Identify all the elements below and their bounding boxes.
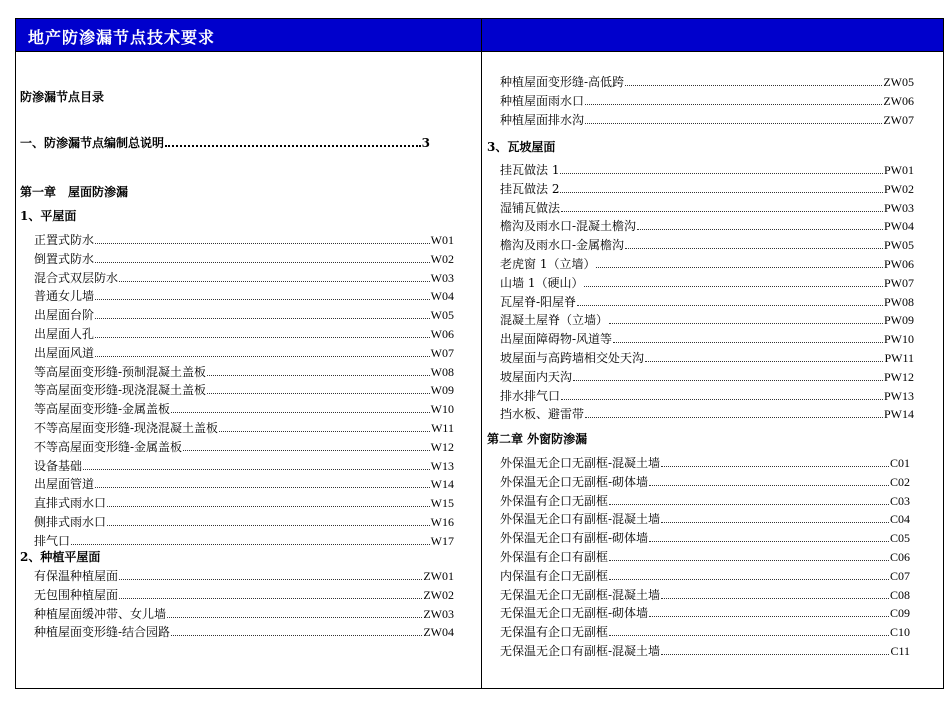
toc-entry-code: W15 bbox=[430, 496, 454, 511]
leader-dots bbox=[585, 113, 882, 124]
leader-dots bbox=[107, 515, 430, 526]
leader-dots bbox=[645, 351, 883, 362]
toc-entry-code: W03 bbox=[430, 270, 454, 285]
leader-dots bbox=[577, 295, 883, 306]
leader-dots bbox=[561, 201, 883, 212]
toc-intro-label: 一、防渗漏节点编制总说明 bbox=[20, 136, 165, 150]
leader-dots bbox=[119, 569, 422, 580]
toc-entry-code: ZW05 bbox=[883, 75, 914, 89]
toc-entry-label: 无保温无企口有副框-混凝土墙 bbox=[500, 644, 661, 658]
toc-entry-label: 等高屋面变形缝-预制混凝土盖板 bbox=[34, 364, 207, 379]
toc-entry-label: 内保温有企口无副框 bbox=[500, 568, 609, 583]
toc-entry[interactable] bbox=[34, 287, 454, 303]
leader-dots bbox=[560, 163, 883, 174]
toc-entry-code: ZW03 bbox=[423, 606, 454, 621]
toc-entry-code: W13 bbox=[430, 458, 454, 473]
leader-dots bbox=[171, 402, 430, 413]
leader-dots bbox=[95, 477, 430, 488]
leader-dots bbox=[585, 407, 883, 418]
toc-entry-label: 正置式防水 bbox=[34, 233, 95, 247]
leader-dots bbox=[637, 219, 883, 230]
toc-entry-label: 普通女儿墙 bbox=[34, 289, 95, 304]
leader-dots bbox=[596, 257, 883, 268]
leader-dots bbox=[71, 534, 430, 545]
toc-entry[interactable] bbox=[34, 457, 454, 473]
toc-entry-label: 山墙 1（硬山） bbox=[500, 275, 584, 290]
toc-entry[interactable] bbox=[500, 405, 914, 421]
toc-entry-code: PW05 bbox=[884, 238, 914, 253]
toc-entry[interactable] bbox=[500, 548, 910, 564]
leader-dots bbox=[661, 456, 889, 467]
leader-dots bbox=[95, 252, 430, 263]
toc-entry[interactable] bbox=[34, 513, 454, 529]
toc-entry-label: 种植屋面雨水口 bbox=[500, 93, 585, 108]
leader-dots bbox=[561, 389, 883, 400]
toc-entry-label: 外保温有企口有副框 bbox=[500, 550, 609, 564]
leader-dots bbox=[609, 550, 889, 561]
leader-dots bbox=[95, 233, 430, 244]
toc-entry-label: 挂瓦做法 1 bbox=[500, 163, 560, 177]
leader-dots bbox=[83, 459, 430, 470]
toc-entry-code: W12 bbox=[430, 439, 454, 454]
toc-entry-label: 檐沟及雨水口-金属檐沟 bbox=[500, 238, 625, 253]
toc-entry-label: 外保温无企口有副框-混凝土墙 bbox=[500, 512, 661, 527]
toc-entry[interactable] bbox=[34, 475, 454, 491]
toc-entry[interactable] bbox=[500, 330, 914, 346]
leader-dots bbox=[609, 313, 883, 324]
toc-entry-label: 排水排气口 bbox=[500, 388, 561, 403]
toc-entry[interactable] bbox=[500, 311, 914, 327]
leader-dots bbox=[649, 475, 889, 486]
toc-entry-code: C11 bbox=[890, 644, 910, 658]
toc-entry[interactable] bbox=[500, 255, 914, 271]
leader-dots bbox=[95, 289, 430, 300]
toc-entry[interactable] bbox=[34, 567, 454, 583]
toc-entry-code: W09 bbox=[430, 383, 454, 398]
chapter-2-heading: 第二章 外窗防渗漏 bbox=[487, 432, 588, 446]
toc-entry-label: 出屋面风道 bbox=[34, 345, 95, 360]
toc-entry[interactable] bbox=[34, 231, 454, 247]
toc-entry[interactable] bbox=[500, 529, 910, 545]
toc-intro-page: 3 bbox=[421, 136, 430, 150]
toc-entry-code: PW11 bbox=[884, 351, 914, 365]
toc-entry-code: PW12 bbox=[884, 369, 914, 384]
toc-entry-code: C07 bbox=[889, 568, 910, 583]
toc-entry-code: PW14 bbox=[884, 407, 914, 422]
toc-entry-code: PW10 bbox=[884, 332, 914, 347]
toc-entry-code: C02 bbox=[889, 474, 910, 489]
section-tile-roof: 3、瓦坡屋面 bbox=[487, 140, 556, 154]
toc-entry-label: 外保温无企口无副框-砌体墙 bbox=[500, 474, 649, 489]
leader-dots bbox=[649, 606, 889, 617]
toc-entry-code: C09 bbox=[889, 606, 910, 621]
leader-dots bbox=[661, 512, 889, 523]
leader-dots bbox=[613, 332, 883, 343]
toc-entry[interactable] bbox=[500, 567, 910, 583]
leader-dots bbox=[625, 238, 883, 249]
toc-entry-code: PW01 bbox=[884, 163, 914, 177]
toc-entry-label: 等高屋面变形缝-现浇混凝土盖板 bbox=[34, 383, 207, 398]
toc-entry-label: 排气口 bbox=[34, 533, 71, 548]
toc-entry[interactable] bbox=[34, 623, 454, 639]
toc-entry[interactable] bbox=[34, 344, 454, 360]
toc-entry-code: W01 bbox=[430, 233, 454, 247]
toc-entry-label: 设备基础 bbox=[34, 458, 83, 473]
toc-entry-code: PW06 bbox=[884, 257, 914, 271]
toc-entry-label: 种植屋面排水沟 bbox=[500, 112, 585, 127]
toc-entry-code: W07 bbox=[430, 345, 454, 360]
leader-dots bbox=[560, 182, 883, 193]
toc-entry-label: 不等高屋面变形缝-金属盖板 bbox=[34, 439, 183, 454]
section-planted-roof: 2、种植平屋面 bbox=[20, 550, 101, 564]
leader-dots bbox=[625, 75, 882, 86]
leader-dots bbox=[609, 569, 889, 580]
toc-entry[interactable] bbox=[500, 510, 910, 526]
toc-entry-label: 出屋面台阶 bbox=[34, 308, 95, 323]
toc-entry-label: 倒置式防水 bbox=[34, 251, 95, 266]
toc-entry-code: PW09 bbox=[884, 313, 914, 328]
toc-entry-label: 老虎窗 1（立墙） bbox=[500, 257, 596, 271]
toc-entry[interactable] bbox=[500, 492, 910, 508]
toc-intro-line[interactable] bbox=[20, 134, 430, 151]
toc-entry-code: W04 bbox=[430, 289, 454, 304]
toc-entry[interactable] bbox=[500, 642, 910, 658]
toc-entry-code: W14 bbox=[430, 477, 454, 492]
toc-entry-label: 出屋面管道 bbox=[34, 477, 95, 492]
toc-entry[interactable] bbox=[34, 325, 454, 341]
leader-dots bbox=[649, 531, 889, 542]
leader-dots bbox=[573, 370, 883, 381]
toc-entry[interactable] bbox=[500, 293, 914, 309]
leader-dots bbox=[167, 607, 422, 618]
leader-dots bbox=[207, 383, 430, 394]
toc-entry-label: 外保温无企口有副框-砌体墙 bbox=[500, 531, 649, 546]
toc-entry-label: 无包围种植屋面 bbox=[34, 587, 119, 602]
section-flat-roof: 1、平屋面 bbox=[20, 209, 77, 223]
toc-entry[interactable] bbox=[500, 73, 914, 89]
toc-entry-code: PW04 bbox=[884, 219, 914, 234]
toc-title: 防渗漏节点目录 bbox=[20, 90, 105, 104]
toc-entry[interactable] bbox=[34, 586, 454, 602]
leader-dots bbox=[107, 496, 430, 507]
toc-entry-label: 侧排式雨水口 bbox=[34, 515, 107, 529]
toc-entry-label: 等高屋面变形缝-金属盖板 bbox=[34, 402, 171, 417]
column-divider bbox=[481, 52, 482, 689]
toc-entry-code: W17 bbox=[430, 533, 454, 548]
toc-entry-label: 出屋面障碍物-风道等 bbox=[500, 332, 613, 347]
leader-dots bbox=[584, 276, 883, 287]
toc-entry[interactable] bbox=[500, 349, 914, 365]
toc-entry-code: W16 bbox=[430, 515, 454, 529]
toc-entry-code: PW08 bbox=[884, 294, 914, 309]
toc-entry[interactable] bbox=[34, 400, 454, 416]
toc-entry-label: 外保温无企口无副框-混凝土墙 bbox=[500, 456, 661, 470]
document-header bbox=[15, 18, 944, 52]
leader-dots bbox=[95, 308, 430, 319]
chapter-1-heading: 第一章 屋面防渗漏 bbox=[20, 185, 129, 199]
toc-entry-label: 外保温有企口无副框 bbox=[500, 493, 609, 508]
toc-entry-label: 挂瓦做法 2 bbox=[500, 181, 560, 196]
toc-entry-label: 混合式双层防水 bbox=[34, 270, 119, 285]
toc-entry[interactable] bbox=[34, 419, 454, 435]
toc-entry-code: ZW01 bbox=[423, 569, 454, 583]
toc-entry[interactable] bbox=[500, 180, 914, 196]
toc-entry[interactable] bbox=[500, 623, 910, 639]
toc-entry[interactable] bbox=[34, 494, 454, 510]
toc-entry-code: ZW07 bbox=[883, 112, 914, 127]
toc-entry[interactable] bbox=[500, 111, 914, 127]
toc-entry-code: W06 bbox=[430, 327, 454, 341]
toc-entry-label: 种植屋面变形缝-结合园路 bbox=[34, 625, 171, 640]
toc-entry-code: PW02 bbox=[884, 181, 914, 196]
toc-entry[interactable] bbox=[34, 381, 454, 397]
toc-entry-label: 瓦屋脊-阳屋脊 bbox=[500, 294, 577, 309]
toc-entry-code: PW13 bbox=[884, 388, 914, 403]
leader-dots bbox=[585, 94, 882, 105]
toc-entry-code: PW07 bbox=[884, 275, 914, 290]
toc-entry-code: PW03 bbox=[884, 200, 914, 215]
toc-entry-code: C03 bbox=[889, 493, 910, 508]
toc-entry[interactable] bbox=[34, 250, 454, 266]
toc-entry[interactable] bbox=[500, 473, 910, 489]
toc-entry-code: W08 bbox=[430, 364, 454, 379]
toc-entry-code: ZW06 bbox=[883, 93, 914, 108]
toc-entry-code: C10 bbox=[889, 625, 910, 640]
toc-entry-label: 挡水板、避雷带 bbox=[500, 407, 585, 422]
leader-dots bbox=[119, 588, 422, 599]
toc-entry-label: 坡屋面与高跨墙相交处天沟 bbox=[500, 351, 645, 365]
toc-entry-label: 有保温种植屋面 bbox=[34, 569, 119, 583]
toc-entry-code: W05 bbox=[430, 308, 454, 323]
toc-entry-label: 坡屋面内天沟 bbox=[500, 369, 573, 384]
toc-entry[interactable] bbox=[500, 217, 914, 233]
toc-entry-code: C01 bbox=[889, 456, 910, 470]
leader-dots bbox=[165, 136, 421, 147]
toc-entry-label: 直排式雨水口 bbox=[34, 496, 107, 511]
toc-entry-label: 种植屋面变形缝-高低跨 bbox=[500, 75, 625, 89]
toc-entry-label: 无保温无企口无副框-砌体墙 bbox=[500, 606, 649, 621]
toc-entry[interactable] bbox=[500, 454, 910, 470]
toc-entry[interactable] bbox=[500, 199, 914, 215]
toc-entry[interactable] bbox=[34, 605, 454, 621]
toc-entry[interactable] bbox=[34, 532, 454, 548]
toc-entry-code: ZW04 bbox=[423, 625, 454, 640]
toc-entry-label: 混凝土屋脊（立墙） bbox=[500, 313, 609, 328]
leader-dots bbox=[661, 588, 889, 599]
toc-entry-code: C08 bbox=[889, 587, 910, 602]
toc-entry-code: ZW02 bbox=[423, 587, 454, 602]
toc-entry-code: W02 bbox=[430, 251, 454, 266]
toc-entry[interactable] bbox=[34, 438, 454, 454]
document-title: 地产防渗漏节点技术要求 bbox=[28, 28, 216, 47]
toc-entry-label: 出屋面人孔 bbox=[34, 327, 95, 341]
leader-dots bbox=[171, 625, 422, 636]
leader-dots bbox=[183, 440, 430, 451]
toc-entry[interactable] bbox=[500, 387, 914, 403]
leader-dots bbox=[609, 494, 889, 505]
header-divider bbox=[481, 19, 482, 51]
leader-dots bbox=[95, 346, 430, 357]
toc-entry[interactable] bbox=[34, 269, 454, 285]
leader-dots bbox=[95, 327, 430, 338]
toc-entry[interactable] bbox=[500, 586, 910, 602]
leader-dots bbox=[119, 271, 430, 282]
toc-entry-code: W11 bbox=[431, 421, 454, 435]
toc-entry-code: W10 bbox=[430, 402, 454, 417]
toc-entry[interactable] bbox=[34, 306, 454, 322]
leader-dots bbox=[609, 625, 889, 636]
toc-entry[interactable] bbox=[500, 274, 914, 290]
toc-entry[interactable] bbox=[500, 236, 914, 252]
toc-entry-label: 檐沟及雨水口-混凝土檐沟 bbox=[500, 219, 637, 234]
toc-entry-code: C05 bbox=[889, 531, 910, 546]
toc-entry[interactable] bbox=[500, 161, 914, 177]
toc-entry-label: 湿铺瓦做法 bbox=[500, 200, 561, 215]
toc-entry-label: 不等高屋面变形缝-现浇混凝土盖板 bbox=[34, 421, 219, 435]
toc-entry[interactable] bbox=[500, 368, 914, 384]
leader-dots bbox=[219, 421, 430, 432]
toc-entry-label: 无保温有企口无副框 bbox=[500, 625, 609, 640]
toc-entry[interactable] bbox=[500, 604, 910, 620]
toc-entry-code: C06 bbox=[889, 550, 910, 564]
leader-dots bbox=[207, 365, 430, 376]
toc-entry[interactable] bbox=[34, 363, 454, 379]
toc-entry-label: 种植屋面缓冲带、女儿墙 bbox=[34, 606, 167, 621]
toc-entry[interactable] bbox=[500, 92, 914, 108]
toc-entry-label: 无保温无企口无副框-混凝土墙 bbox=[500, 587, 661, 602]
leader-dots bbox=[661, 644, 889, 655]
toc-entry-code: C04 bbox=[889, 512, 910, 527]
